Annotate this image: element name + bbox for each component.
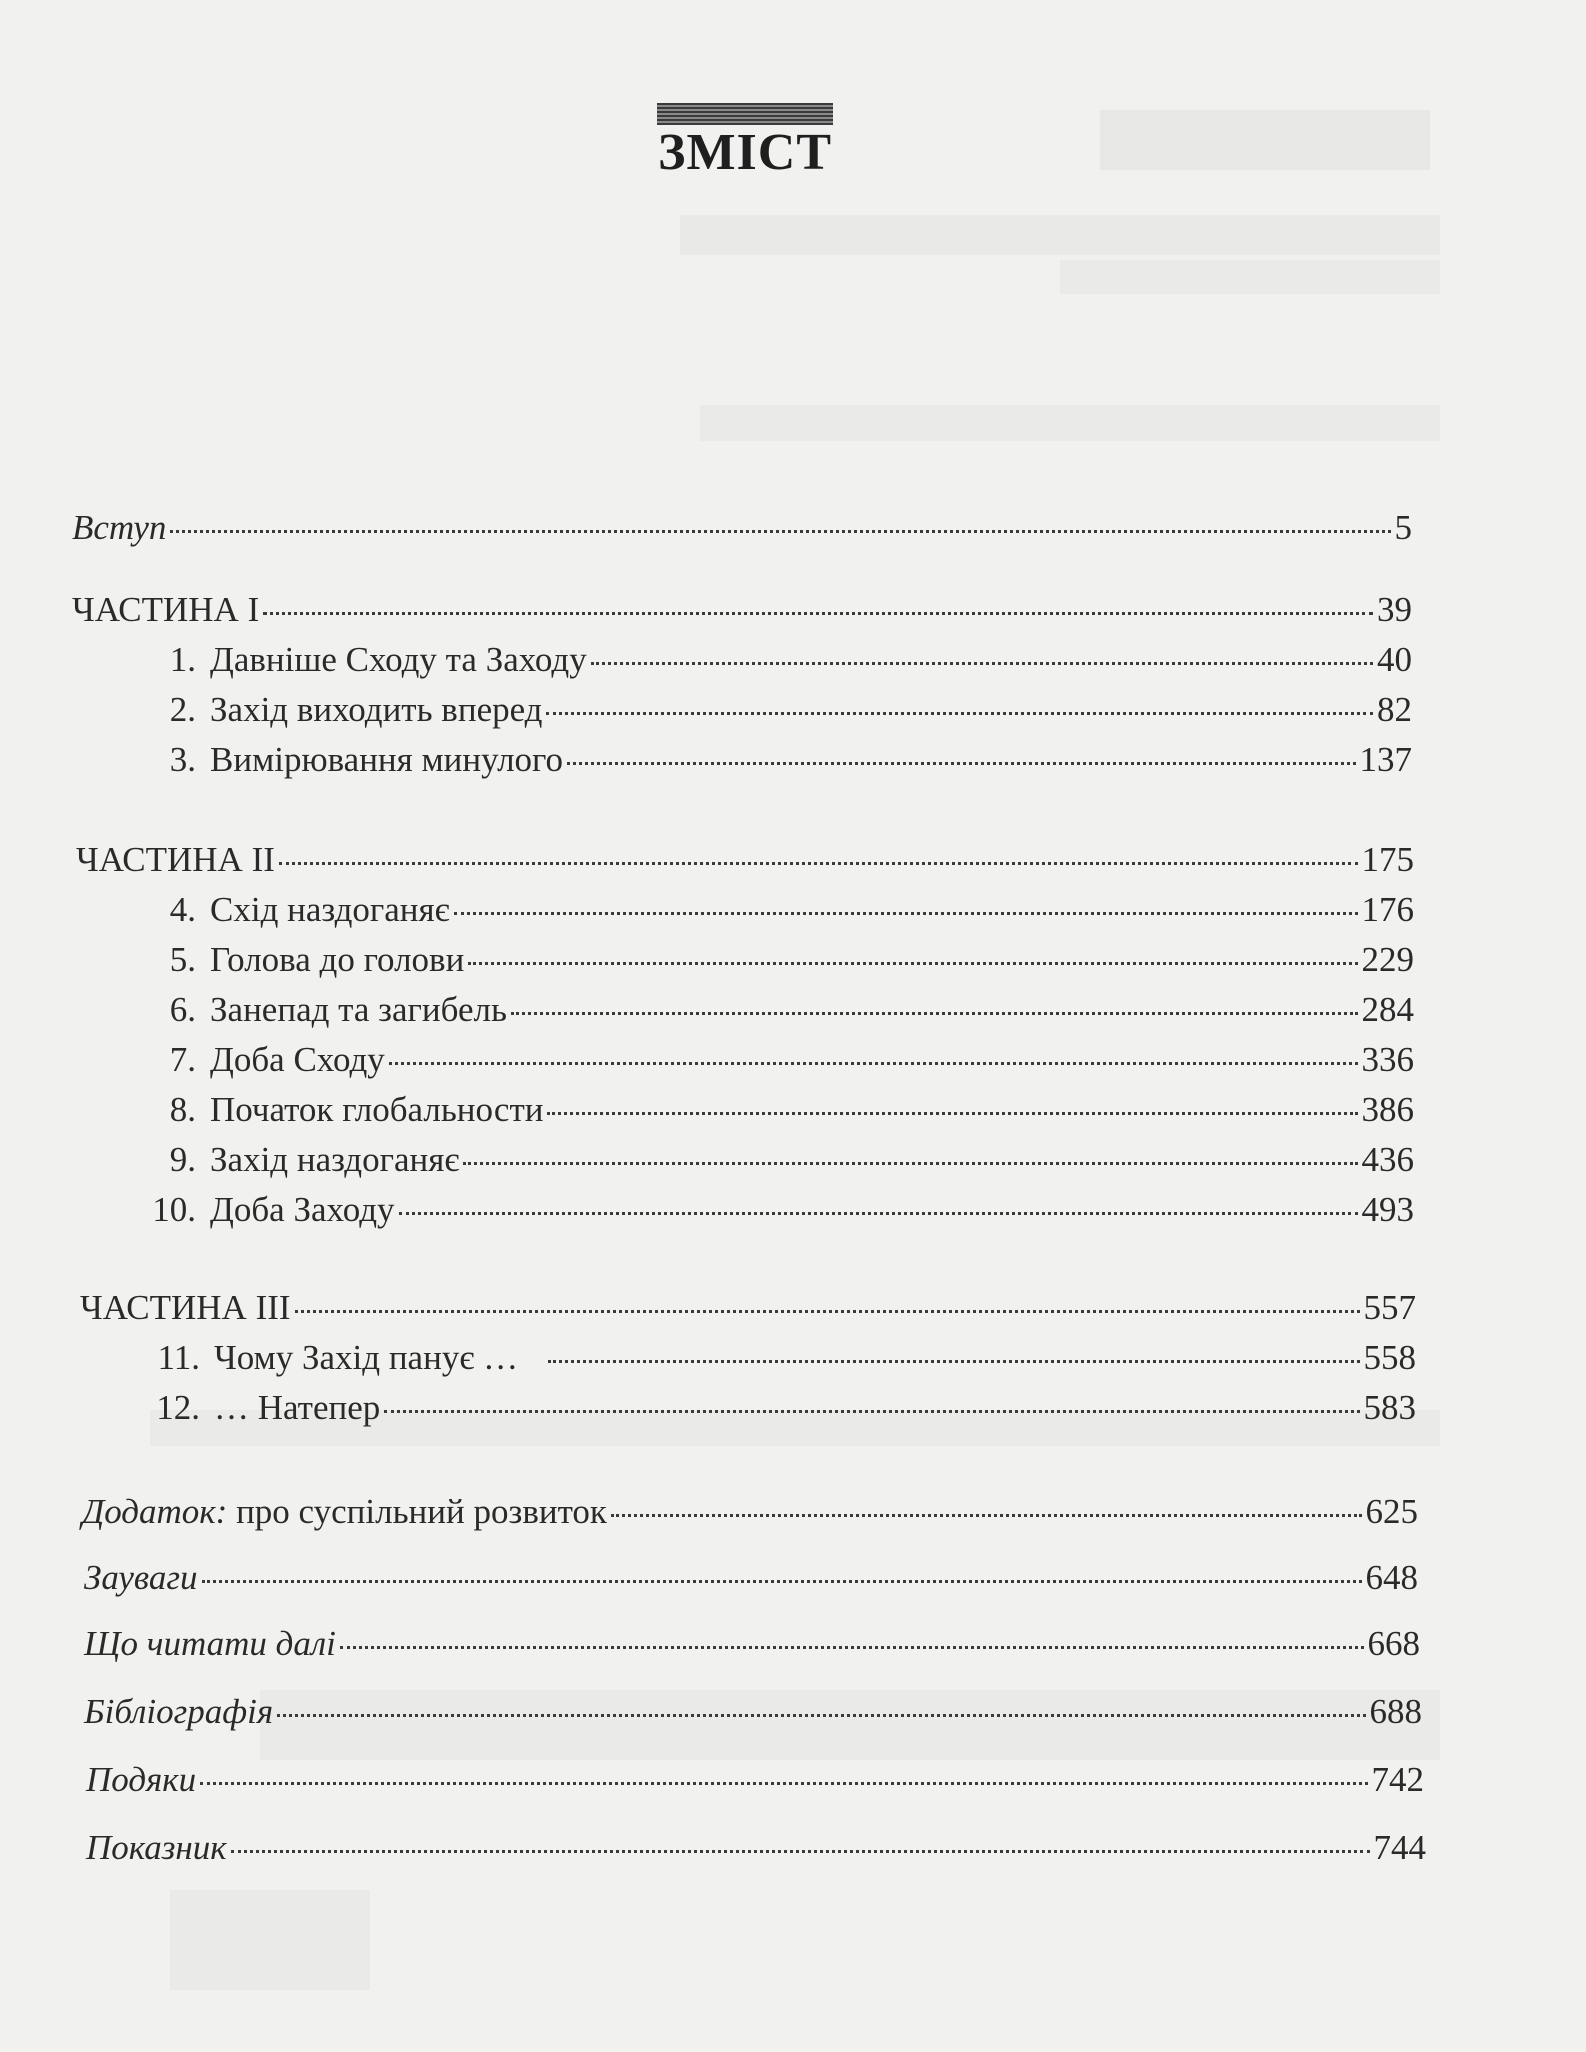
- chapter-number: 11.: [157, 1338, 200, 1377]
- chapter-page: 229: [1361, 940, 1414, 979]
- dot-leader: [454, 912, 1358, 915]
- chapter-number: 3.: [169, 740, 196, 779]
- toc-entry-label: Показник: [86, 1828, 227, 1867]
- chapter-number: 7.: [169, 1040, 196, 1079]
- toc-entry-further-reading[interactable]: [84, 1622, 1420, 1666]
- dot-leader: [277, 1714, 1365, 1717]
- toc-part-page: 39: [1377, 590, 1412, 629]
- toc-chapter-11[interactable]: [150, 1336, 1416, 1380]
- toc-entry-page: 625: [1365, 1492, 1418, 1531]
- page-title-block: [655, 103, 835, 182]
- chapter-page: 583: [1363, 1388, 1416, 1427]
- chapter-title: … Натепер: [214, 1388, 381, 1427]
- toc-entry-page: 648: [1365, 1558, 1418, 1597]
- dot-leader: [200, 1782, 1367, 1785]
- toc-chapter-2[interactable]: [150, 688, 1412, 732]
- toc-entry-page: 688: [1369, 1692, 1422, 1731]
- chapter-title: Початок глобальности: [210, 1090, 544, 1129]
- toc-part-3[interactable]: [80, 1286, 1416, 1330]
- dot-leader: [548, 1360, 1359, 1363]
- chapter-page: 336: [1361, 1040, 1414, 1079]
- chapter-page: 40: [1377, 640, 1412, 679]
- chapter-page: 176: [1361, 890, 1414, 929]
- toc-entry-page: 5: [1394, 508, 1412, 547]
- chapter-title: Доба Сходу: [210, 1040, 385, 1079]
- toc-part-1[interactable]: [72, 588, 1412, 632]
- chapter-title: Занепад та загибель: [210, 990, 507, 1029]
- toc-entry-page: 744: [1373, 1828, 1426, 1867]
- toc-chapter-7[interactable]: [150, 1038, 1414, 1082]
- toc-part-label: ЧАСТИНА ІІІ: [80, 1288, 291, 1327]
- chapter-title: Схід наздоганяє: [210, 890, 450, 929]
- chapter-number: 12.: [156, 1388, 200, 1427]
- dot-leader: [295, 1310, 1360, 1313]
- chapter-page: 137: [1359, 740, 1412, 779]
- bleed-through-shadow: [1100, 110, 1430, 170]
- dot-leader: [547, 1112, 1357, 1115]
- toc-entry-label: Що читати далі: [84, 1624, 336, 1663]
- toc-entry-notes[interactable]: [84, 1556, 1418, 1600]
- toc-entry-appendix[interactable]: [82, 1490, 1418, 1534]
- chapter-title: Чому Захід панує …: [214, 1338, 519, 1377]
- dot-leader: [279, 862, 1358, 865]
- bleed-through-shadow: [1060, 260, 1440, 294]
- chapter-number: 10.: [152, 1190, 196, 1229]
- toc-chapter-8[interactable]: [150, 1088, 1414, 1132]
- chapter-number: 8.: [169, 1090, 196, 1129]
- dot-leader: [546, 712, 1373, 715]
- toc-entry-acknowledgements[interactable]: [86, 1758, 1424, 1802]
- dot-leader: [567, 762, 1355, 765]
- toc-part-2[interactable]: [76, 838, 1414, 882]
- toc-entry-page: 742: [1371, 1760, 1424, 1799]
- chapter-title: Давніше Сходу та Заходу: [210, 640, 587, 679]
- toc-entry-intro[interactable]: [72, 506, 1412, 550]
- toc-entry-label: Бібліографія: [84, 1692, 274, 1731]
- dot-leader: [170, 530, 1390, 533]
- chapter-number: 4.: [169, 890, 196, 929]
- dot-leader: [463, 1162, 1357, 1165]
- bleed-through-shadow: [700, 405, 1440, 441]
- chapter-page: 493: [1361, 1190, 1414, 1229]
- dot-leader: [591, 662, 1373, 665]
- toc-part-label: ЧАСТИНА ІІ: [76, 840, 275, 879]
- chapter-title: Голова до голови: [210, 940, 465, 979]
- chapter-page: 558: [1363, 1338, 1416, 1377]
- chapter-number: 1.: [169, 640, 196, 679]
- page-title: ЗМІСТ: [658, 124, 832, 181]
- dot-leader: [611, 1514, 1362, 1517]
- toc-part-label: ЧАСТИНА І: [72, 590, 260, 629]
- toc-entry-label: Зауваги: [84, 1558, 198, 1597]
- chapter-title: Захід виходить вперед: [210, 690, 543, 729]
- toc-entry-label: Подяки: [86, 1760, 197, 1799]
- toc-entry-label-rest: про суспільний розвиток: [227, 1492, 607, 1531]
- dot-leader: [399, 1212, 1358, 1215]
- dot-leader: [389, 1062, 1358, 1065]
- dot-leader: [468, 962, 1357, 965]
- bleed-through-shadow: [170, 1890, 370, 1990]
- dot-leader: [384, 1410, 1359, 1413]
- chapter-title: Вимірювання минулого: [210, 740, 564, 779]
- toc-part-page: 557: [1363, 1288, 1416, 1327]
- chapter-page: 284: [1361, 990, 1414, 1029]
- dot-leader: [231, 1850, 1370, 1853]
- dot-leader: [511, 1012, 1358, 1015]
- chapter-page: 82: [1377, 690, 1412, 729]
- bleed-through-shadow: [680, 215, 1440, 255]
- toc-chapter-9[interactable]: [150, 1138, 1414, 1182]
- toc-chapter-6[interactable]: [150, 988, 1414, 1032]
- toc-entry-label: Вступ: [72, 508, 167, 547]
- chapter-title: Захід наздоганяє: [210, 1140, 460, 1179]
- chapter-page: 436: [1361, 1140, 1414, 1179]
- title-ornament-bar: [657, 103, 833, 125]
- toc-entry-label-italic: Додаток:: [82, 1492, 228, 1531]
- toc-chapter-5[interactable]: [150, 938, 1414, 982]
- dot-leader: [263, 612, 1373, 615]
- toc-entry-page: 668: [1367, 1624, 1420, 1663]
- chapter-number: 5.: [169, 940, 196, 979]
- toc-chapter-1[interactable]: [150, 638, 1412, 682]
- toc-chapter-10[interactable]: [146, 1188, 1414, 1232]
- toc-chapter-12[interactable]: [150, 1386, 1416, 1430]
- dot-leader: [340, 1646, 1364, 1649]
- toc-entry-label: [82, 1490, 607, 1534]
- toc-entry-index[interactable]: [86, 1826, 1426, 1870]
- chapter-number: 9.: [169, 1140, 196, 1179]
- toc-chapter-3[interactable]: [150, 738, 1412, 782]
- chapter-number: 2.: [169, 690, 196, 729]
- chapter-title: Доба Заходу: [210, 1190, 395, 1229]
- toc-part-page: 175: [1361, 840, 1414, 879]
- chapter-number: 6.: [169, 990, 196, 1029]
- toc-chapter-4[interactable]: [150, 888, 1414, 932]
- dot-leader: [202, 1580, 1362, 1583]
- toc-entry-bibliography[interactable]: [84, 1690, 1422, 1734]
- chapter-page: 386: [1361, 1090, 1414, 1129]
